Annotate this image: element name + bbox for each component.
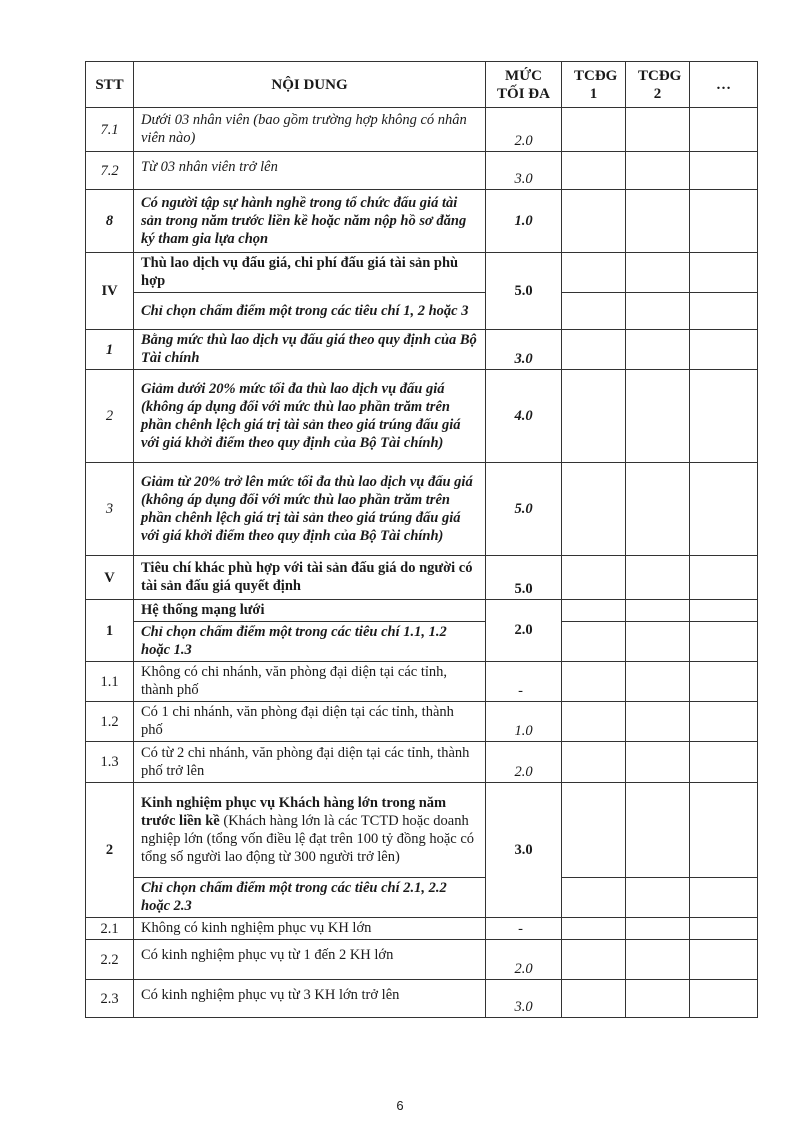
- tcdg2-cell[interactable]: [626, 370, 690, 463]
- row-content-heading-bold: Kinh nghiệm phục vụ Khách hàng lớn trong năm trước liền kề: [141, 794, 447, 829]
- row-content: Có kinh nghiệm phục vụ từ 3 KH lớn trở lên: [134, 980, 486, 1018]
- row-score: 4.0: [486, 370, 562, 463]
- more-cell[interactable]: [690, 702, 758, 742]
- tcdg1-cell[interactable]: [562, 980, 626, 1018]
- table-row: [86, 108, 758, 152]
- table-row: [86, 742, 758, 783]
- table-row: [86, 152, 758, 190]
- table-row: [86, 293, 758, 330]
- more-cell[interactable]: [690, 980, 758, 1018]
- table-row: [86, 190, 758, 253]
- row-stt: IV: [86, 253, 134, 330]
- tcdg1-cell[interactable]: [562, 702, 626, 742]
- tcdg1-cell[interactable]: [562, 742, 626, 783]
- tcdg2-cell[interactable]: [626, 190, 690, 253]
- tcdg1-cell[interactable]: [562, 783, 626, 878]
- row-stt: 7.2: [86, 152, 134, 190]
- row-content: Tiêu chí khác phù hợp với tài sản đấu giá do người có tài sản đấu giá quyết định: [134, 556, 486, 600]
- more-cell[interactable]: [690, 253, 758, 293]
- row-stt: 1: [86, 330, 134, 370]
- header-noi-dung: NỘI DUNG: [134, 62, 486, 108]
- row-stt: 2.3: [86, 980, 134, 1018]
- more-cell[interactable]: [690, 600, 758, 622]
- tcdg2-cell[interactable]: [626, 600, 690, 622]
- tcdg2-cell[interactable]: [626, 108, 690, 152]
- tcdg2-cell[interactable]: [626, 702, 690, 742]
- table-row: [86, 918, 758, 940]
- row-stt: 1.3: [86, 742, 134, 783]
- table-row: [86, 556, 758, 600]
- table-row: [86, 940, 758, 980]
- table-header-row: [86, 62, 758, 108]
- tcdg2-cell[interactable]: [626, 980, 690, 1018]
- tcdg1-cell[interactable]: [562, 190, 626, 253]
- more-cell[interactable]: [690, 463, 758, 556]
- tcdg1-cell[interactable]: [562, 940, 626, 980]
- table-row: [86, 370, 758, 463]
- more-cell[interactable]: [690, 742, 758, 783]
- row-content-heading: [134, 783, 486, 878]
- row-stt: 1.2: [86, 702, 134, 742]
- more-cell[interactable]: [690, 918, 758, 940]
- tcdg1-cell[interactable]: [562, 600, 626, 622]
- row-score: 5.0: [486, 556, 562, 600]
- table-row: [86, 783, 758, 878]
- row-stt: 1: [86, 600, 134, 662]
- tcdg1-cell[interactable]: [562, 918, 626, 940]
- row-stt: 7.1: [86, 108, 134, 152]
- more-cell[interactable]: [690, 783, 758, 878]
- tcdg2-cell[interactable]: [626, 330, 690, 370]
- table-row: [86, 330, 758, 370]
- tcdg1-cell[interactable]: [562, 622, 626, 662]
- more-cell[interactable]: [690, 556, 758, 600]
- tcdg2-cell[interactable]: [626, 783, 690, 878]
- tcdg1-cell[interactable]: [562, 878, 626, 918]
- criteria-table: [85, 61, 758, 1018]
- row-content: Từ 03 nhân viên trở lên: [134, 152, 486, 190]
- header-stt: STT: [86, 62, 134, 108]
- tcdg2-cell[interactable]: [626, 293, 690, 330]
- tcdg2-cell[interactable]: [626, 918, 690, 940]
- row-score: 3.0: [486, 980, 562, 1018]
- row-score: 3.0: [486, 783, 562, 918]
- tcdg2-cell[interactable]: [626, 152, 690, 190]
- row-content: Bằng mức thù lao dịch vụ đấu giá theo quy định của Bộ Tài chính: [134, 330, 486, 370]
- header-tcdg-2: TCĐG 2: [626, 62, 690, 108]
- tcdg1-cell[interactable]: [562, 152, 626, 190]
- row-score: 5.0: [486, 463, 562, 556]
- row-score: 3.0: [486, 152, 562, 190]
- row-content: Có người tập sự hành nghề trong tổ chức đấu giá tài sản trong năm trước liền kề hoặc năm nộp hồ sơ đăng ký tham gia lựa chọn: [134, 190, 486, 253]
- row-content-instruction: Chỉ chọn chấm điểm một trong các tiêu chí 1, 2 hoặc 3: [134, 293, 486, 330]
- row-stt: V: [86, 556, 134, 600]
- tcdg2-cell[interactable]: [626, 878, 690, 918]
- row-stt: 2: [86, 370, 134, 463]
- tcdg2-cell[interactable]: [626, 622, 690, 662]
- table-row: [86, 463, 758, 556]
- table-row: [86, 702, 758, 742]
- header-muc-toi-da: MỨC TỐI ĐA: [486, 62, 562, 108]
- criteria-table-container: [85, 61, 758, 1018]
- row-content: Giảm từ 20% trở lên mức tối đa thù lao dịch vụ đấu giá (không áp dụng đối với mức thù lao phần trăm trên phần chênh lệch giá trị tài sản theo giá trúng đấu giá với giá khởi điểm theo quy định của Bộ Tài chính): [134, 463, 486, 556]
- more-cell[interactable]: [690, 662, 758, 702]
- tcdg2-cell[interactable]: [626, 463, 690, 556]
- tcdg2-cell[interactable]: [626, 662, 690, 702]
- tcdg2-cell[interactable]: [626, 253, 690, 293]
- row-content-heading: Thù lao dịch vụ đấu giá, chi phí đấu giá tài sản phù hợp: [134, 253, 486, 293]
- table-row: [86, 253, 758, 293]
- tcdg1-cell[interactable]: [562, 253, 626, 293]
- tcdg2-cell[interactable]: [626, 742, 690, 783]
- row-score: 2.0: [486, 742, 562, 783]
- row-content: Dưới 03 nhân viên (bao gồm trường hợp không có nhân viên nào): [134, 108, 486, 152]
- tcdg2-cell[interactable]: [626, 556, 690, 600]
- table-row: [86, 878, 758, 918]
- tcdg2-cell[interactable]: [626, 940, 690, 980]
- table-row: [86, 980, 758, 1018]
- row-stt: 8: [86, 190, 134, 253]
- row-content-instruction: Chỉ chọn chấm điểm một trong các tiêu chí 2.1, 2.2 hoặc 2.3: [134, 878, 486, 918]
- row-stt: 2: [86, 783, 134, 918]
- more-cell[interactable]: [690, 293, 758, 330]
- row-content-instruction: Chỉ chọn chấm điểm một trong các tiêu chí 1.1, 1.2 hoặc 1.3: [134, 622, 486, 662]
- row-score: -: [486, 918, 562, 940]
- header-tcdg-1: TCĐG 1: [562, 62, 626, 108]
- row-score: 1.0: [486, 702, 562, 742]
- row-content-heading-note: (Khách hàng lớn là các TCTD hoặc doanh nghiệp lớn (tổng vốn điều lệ đạt trên 100 tỷ đồng hoặc có tổng số người lao động từ 300 người trở lên): [141, 812, 475, 865]
- row-stt: 2.2: [86, 940, 134, 980]
- more-cell[interactable]: [690, 108, 758, 152]
- more-cell[interactable]: [690, 878, 758, 918]
- table-row: [86, 600, 758, 622]
- row-score: -: [486, 662, 562, 702]
- table-row: [86, 622, 758, 662]
- page-number: 6: [396, 1098, 404, 1113]
- row-score: 2.0: [486, 108, 562, 152]
- row-stt: 2.1: [86, 918, 134, 940]
- header-more: …: [690, 62, 758, 108]
- row-score: 2.0: [486, 940, 562, 980]
- tcdg1-cell[interactable]: [562, 293, 626, 330]
- row-score: 1.0: [486, 190, 562, 253]
- table-row: [86, 662, 758, 702]
- row-stt: 1.1: [86, 662, 134, 702]
- more-cell[interactable]: [690, 330, 758, 370]
- more-cell[interactable]: [690, 370, 758, 463]
- more-cell[interactable]: [690, 152, 758, 190]
- tcdg1-cell[interactable]: [562, 108, 626, 152]
- row-stt: 3: [86, 463, 134, 556]
- tcdg1-cell[interactable]: [562, 330, 626, 370]
- row-content: Có 1 chi nhánh, văn phòng đại diện tại các tỉnh, thành phố: [134, 702, 486, 742]
- more-cell[interactable]: [690, 940, 758, 980]
- row-content: Có từ 2 chi nhánh, văn phòng đại diện tại các tỉnh, thành phố trở lên: [134, 742, 486, 783]
- tcdg1-cell[interactable]: [562, 556, 626, 600]
- row-content: Không có chi nhánh, văn phòng đại diện tại các tỉnh, thành phố: [134, 662, 486, 702]
- row-score: 2.0: [486, 600, 562, 662]
- more-cell[interactable]: [690, 622, 758, 662]
- row-content: Giảm dưới 20% mức tối đa thù lao dịch vụ đấu giá (không áp dụng đối với mức thù lao phần trăm trên phần chênh lệch giá trị tài sản theo giá trúng đấu giá với giá khởi điểm theo quy định của Bộ Tài chính): [134, 370, 486, 463]
- more-cell[interactable]: [690, 190, 758, 253]
- tcdg1-cell[interactable]: [562, 370, 626, 463]
- row-score: 3.0: [486, 330, 562, 370]
- row-content: Không có kinh nghiệm phục vụ KH lớn: [134, 918, 486, 940]
- row-content: Có kinh nghiệm phục vụ từ 1 đến 2 KH lớn: [134, 940, 486, 980]
- row-content-heading: Hệ thống mạng lưới: [134, 600, 486, 622]
- tcdg1-cell[interactable]: [562, 463, 626, 556]
- row-score: 5.0: [486, 253, 562, 330]
- tcdg1-cell[interactable]: [562, 662, 626, 702]
